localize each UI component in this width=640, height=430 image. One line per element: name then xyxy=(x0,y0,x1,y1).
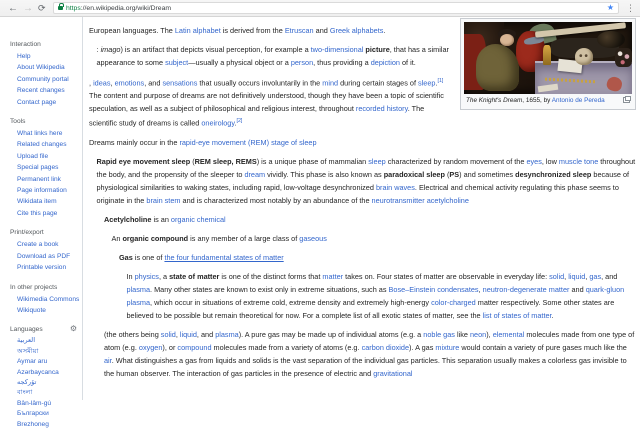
inline-link[interactable]: emotions xyxy=(114,78,145,88)
url-text[interactable] xyxy=(66,5,607,12)
sidebar-section-header: Interaction xyxy=(10,41,41,48)
text-span: and xyxy=(569,284,586,294)
text-span: , and xyxy=(601,271,618,281)
inline-link[interactable]: solid xyxy=(549,271,565,281)
text-span: Gas xyxy=(119,252,133,262)
sidebar-item[interactable]: Wikiquote xyxy=(17,306,46,314)
bookmark-star-icon[interactable]: ★ xyxy=(606,3,614,12)
sidebar-section-header: Languages ⚙ xyxy=(10,324,77,334)
inline-link[interactable]: recorded history xyxy=(355,104,408,114)
inline-link[interactable]: sleep xyxy=(418,78,436,88)
inline-link[interactable]: Etruscan xyxy=(284,26,314,35)
inline-link[interactable]: subject xyxy=(165,58,189,67)
text-span: The Knight's Dream xyxy=(466,97,523,104)
inline-link[interactable]: mind xyxy=(322,78,339,88)
text-span: is any member of a large class of xyxy=(188,233,300,243)
text-span: , and xyxy=(144,78,163,88)
knights-dream-painting[interactable] xyxy=(464,22,632,94)
inline-link[interactable]: matter xyxy=(322,271,344,281)
sidebar-section xyxy=(0,324,82,430)
text-span: and is characterized most notably by an abundance of the xyxy=(180,195,372,205)
text-span: ( xyxy=(190,156,195,166)
text-span: throughout the body, and the propensity of the sleeper to xyxy=(96,156,636,179)
sidebar-item[interactable]: Upload file xyxy=(17,152,49,160)
painting-skull xyxy=(575,48,593,65)
sidebar-item[interactable]: Printable version xyxy=(17,264,67,272)
wikipedia-page xyxy=(0,17,640,428)
inline-link[interactable]: Antonio de Pereda xyxy=(551,97,605,104)
back-icon[interactable]: ← xyxy=(8,3,18,14)
sidebar-item[interactable]: Create a book xyxy=(17,241,59,249)
text-span: . Electrical and chemical activity regulating this phase seems to originate in the xyxy=(96,182,619,205)
text-span: , and xyxy=(196,329,216,339)
text-span: REM sleep, REMS xyxy=(194,156,257,166)
text-span: of it. xyxy=(399,58,416,67)
text-span: is derived from the xyxy=(220,26,285,35)
inline-link[interactable]: solid xyxy=(160,329,176,339)
sidebar-item[interactable]: What links here xyxy=(17,130,63,138)
reference-link[interactable]: [1] xyxy=(437,78,444,84)
text-span: (the others being xyxy=(104,329,161,339)
url-scheme: https xyxy=(66,4,81,12)
text-span: would contain a variety of pure gases much like the xyxy=(459,342,627,352)
paragraph xyxy=(127,270,637,322)
sidebar-item[interactable]: Special pages xyxy=(17,164,59,172)
browser-menu-icon[interactable]: ⋮ xyxy=(626,3,635,13)
sidebar-item[interactable]: Page information xyxy=(17,187,67,195)
inline-link[interactable]: list of states of matter xyxy=(482,310,552,320)
inline-link[interactable]: Bose–Einstein condensates xyxy=(388,284,479,294)
text-span: ) and sometimes xyxy=(459,169,516,179)
painting-globe xyxy=(597,31,626,48)
text-span: molecules made from a variety of atoms (e.g. xyxy=(211,342,362,352)
inline-link[interactable]: two-dimensional xyxy=(310,45,364,54)
inline-link[interactable]: gravitational xyxy=(373,368,413,378)
text-span: PS xyxy=(449,169,460,179)
text-span: that usually occurs involuntarily in the xyxy=(197,78,323,88)
figure-card xyxy=(460,18,636,110)
sidebar-item[interactable]: Brezhoneg xyxy=(17,420,49,428)
text-span: , a xyxy=(158,271,170,281)
text-span: , xyxy=(89,78,94,88)
painting-flowers xyxy=(615,48,632,67)
text-span: is an xyxy=(151,214,171,224)
sidebar-section xyxy=(0,282,82,317)
sidebar-item[interactable]: Permanent link xyxy=(17,175,61,183)
paragraph xyxy=(119,251,636,264)
inline-link[interactable]: liquid xyxy=(179,329,197,339)
paragraph xyxy=(89,136,636,149)
text-span: . xyxy=(383,26,386,35)
inline-link[interactable]: sensations xyxy=(162,78,198,88)
sidebar-item[interactable]: تۆرکجه xyxy=(17,378,37,386)
text-span: ). A pure gas may be made up of individual atoms (e.g. a xyxy=(238,329,424,339)
text-span: ). A gas xyxy=(409,342,436,352)
inline-link[interactable]: oxygen xyxy=(138,342,163,352)
browser-toolbar xyxy=(0,0,640,17)
inline-link[interactable]: ideas xyxy=(93,78,111,88)
text-span: because of physiological similarities to waking states, including rapid, low-voltage desynchronized xyxy=(96,169,630,192)
sidebar-section-header: In other projects xyxy=(10,283,58,291)
language-settings-gear-icon[interactable]: ⚙ xyxy=(69,324,77,334)
text-span: Acetylcholine xyxy=(104,214,152,224)
article-content xyxy=(83,17,640,400)
sidebar-item[interactable]: Cite this page xyxy=(17,209,58,217)
painting-sleeping-knight xyxy=(476,44,520,92)
text-span: vividly. This phase is also known as xyxy=(265,169,384,179)
text-span: , which occur in situations of extreme cold, extreme density and extremely high-energy xyxy=(150,297,432,307)
figure-caption-text xyxy=(466,97,605,104)
text-span: . Many other states are known to exist only in extreme situations, such as xyxy=(150,284,389,294)
inline-link[interactable]: plasma xyxy=(215,329,239,339)
sidebar-section xyxy=(0,227,82,273)
sidebar-item[interactable]: Related changes xyxy=(17,141,67,149)
text-span: ) is a unique phase of mammalian xyxy=(256,156,369,166)
sidebar-section xyxy=(0,116,82,219)
sidebar-item[interactable]: Community portal xyxy=(17,75,69,83)
sidebar-item[interactable]: Contact page xyxy=(17,98,57,106)
sidebar-item[interactable]: Recent changes xyxy=(17,87,65,95)
inline-link[interactable]: dream xyxy=(244,169,266,179)
inline-link[interactable]: quark-gluon plasma xyxy=(126,284,625,307)
https-lock-icon xyxy=(58,6,63,10)
address-bar[interactable] xyxy=(53,2,619,14)
text-span: during certain stages of xyxy=(338,78,418,88)
inline-link[interactable]: brain stem xyxy=(146,195,181,205)
text-span: characterized by random movement of the xyxy=(385,156,527,166)
inline-link[interactable]: carbon dioxide xyxy=(361,342,410,352)
sidebar-item[interactable]: Bân-lâm-gú xyxy=(17,399,52,407)
text-span: , xyxy=(585,271,590,281)
text-span: , 1655, by xyxy=(522,97,552,104)
text-span: , thus providing a xyxy=(313,58,371,67)
text-span: . xyxy=(435,78,438,88)
inline-link[interactable]: organic chemical xyxy=(170,214,226,224)
inline-link[interactable]: compound xyxy=(177,342,212,352)
inline-link[interactable]: elemental xyxy=(492,329,525,339)
text-span: : xyxy=(96,45,101,54)
inline-link[interactable]: plasma xyxy=(126,284,151,294)
text-span: , low xyxy=(541,156,559,166)
text-span: matter respectively. Some other states are believed to be possible but remain theoretical for now. For a complete list of all exotic states of matter, see the xyxy=(126,297,615,320)
text-span: Rapid eye movement sleep xyxy=(96,156,191,166)
text-span: . What distinguishes a gas from liquids and solids is the vast separation of the individual gas particles. This separation usually makes a colorless gas invisible to the human observer. The interaction of gas particles in the presence of electric and xyxy=(104,355,627,378)
inline-link[interactable]: liquid xyxy=(568,271,586,281)
inline-link[interactable]: rapid-eye movement (REM) stage of sleep xyxy=(179,137,317,147)
sidebar-sections xyxy=(0,39,82,430)
sidebar xyxy=(0,17,83,428)
sidebar-item[interactable]: Azərbaycanca xyxy=(17,368,59,376)
sidebar-item[interactable]: Help xyxy=(17,53,31,60)
text-span: picture xyxy=(365,45,390,54)
forward-icon[interactable]: → xyxy=(23,3,33,14)
inline-link[interactable]: color-charged xyxy=(431,297,476,307)
inline-link[interactable]: muscle tone xyxy=(558,156,599,166)
inline-link[interactable]: depiction xyxy=(370,58,400,67)
paragraph xyxy=(104,328,636,380)
text-span: and xyxy=(313,26,330,35)
sidebar-section-header: Print/export xyxy=(10,229,44,237)
inline-link[interactable]: air xyxy=(104,355,112,365)
inline-link[interactable]: the four fundamental states of matter xyxy=(164,252,284,262)
text-span: is one of xyxy=(132,252,165,262)
inline-link[interactable]: eyes xyxy=(526,156,542,166)
url-path: ://en.wikipedia.org/wiki/Dream xyxy=(80,4,172,12)
text-span: . The scientific study of dreams is called xyxy=(89,104,425,128)
inline-link[interactable]: Latin alphabet xyxy=(174,26,221,35)
paragraph xyxy=(112,232,637,245)
sidebar-item[interactable]: Wikidata item xyxy=(17,198,57,206)
text-span: ) is an artifact that depicts visual perception, for example a xyxy=(120,45,311,54)
inline-link[interactable]: oneirology xyxy=(201,118,235,128)
paragraph xyxy=(104,213,636,226)
sidebar-item[interactable]: About Wikipedia xyxy=(17,64,65,72)
sidebar-item[interactable]: অসমীয়া xyxy=(17,347,39,355)
inline-link[interactable]: person xyxy=(290,58,314,67)
inline-link[interactable]: neon xyxy=(469,329,487,339)
text-span: European languages. The xyxy=(89,26,175,35)
sidebar-section-header: Tools xyxy=(10,118,26,126)
text-span: , xyxy=(564,271,569,281)
text-span: takes on. Four states of matter are observable in everyday life: xyxy=(343,271,550,281)
sidebar-item[interactable]: العربية xyxy=(17,337,36,345)
text-span: , xyxy=(175,329,180,339)
inline-link[interactable]: neurotransmitter acetylcholine xyxy=(371,195,469,205)
text-span: . xyxy=(551,310,554,320)
reference-link[interactable]: [2] xyxy=(236,118,243,125)
text-span: Dreams mainly occur in the xyxy=(89,137,180,147)
inline-link[interactable]: Greek alphabets xyxy=(329,26,384,35)
inline-link[interactable]: gas xyxy=(589,271,602,281)
text-span: In xyxy=(126,271,135,281)
inline-link[interactable]: gaseous xyxy=(299,233,327,243)
text-span: An xyxy=(111,233,123,243)
text-span: molecules made from one type of atom (e.g. xyxy=(104,329,635,352)
text-span: ( xyxy=(444,169,450,179)
painting-knight-face xyxy=(500,34,514,46)
text-span: —usually a physical object or a xyxy=(188,58,291,67)
text-span: state of matter xyxy=(169,271,220,281)
text-span: paradoxical sleep xyxy=(383,169,445,179)
text-span: The content and purpose of dreams are not definitively understood, though they have been a topic of scientific speculation, as well as a subject of philosophical and religious interest, throughout xyxy=(89,91,444,114)
figure-caption xyxy=(464,94,632,106)
inline-link[interactable]: noble gas xyxy=(423,329,455,339)
painting-gold-clock xyxy=(543,45,551,65)
text-span: is one of the distinct forms that xyxy=(219,271,323,281)
text-span: ), or xyxy=(162,342,178,352)
text-span: like xyxy=(454,329,470,339)
sidebar-item[interactable]: Aymar aru xyxy=(17,358,48,366)
inline-link[interactable]: neutron-degenerate matter xyxy=(482,284,570,294)
text-span: , xyxy=(478,284,483,294)
text-span: . xyxy=(234,118,237,128)
reload-icon[interactable]: ⟳ xyxy=(38,3,46,13)
text-span: organic compound xyxy=(122,233,189,243)
text-span: desynchronized sleep xyxy=(515,169,592,179)
sidebar-item[interactable]: Download as PDF xyxy=(17,252,71,260)
sidebar-item[interactable]: Wikimedia Commons xyxy=(17,295,80,303)
text-span: ), xyxy=(486,329,493,339)
inline-link[interactable]: brain waves xyxy=(375,182,415,192)
text-span: , that has a similar appearance to some xyxy=(96,45,449,67)
text-span: , xyxy=(110,78,115,88)
sidebar-section xyxy=(0,39,82,108)
inline-link[interactable]: physics xyxy=(134,271,159,281)
inline-link[interactable]: sleep xyxy=(368,156,386,166)
sidebar-item[interactable]: বাংলা xyxy=(17,389,33,397)
inline-link[interactable]: mixture xyxy=(435,342,460,352)
magnify-icon[interactable] xyxy=(623,97,630,103)
text-span: imago xyxy=(100,45,121,54)
paragraph xyxy=(97,155,637,207)
sidebar-item[interactable]: Български xyxy=(17,410,49,418)
